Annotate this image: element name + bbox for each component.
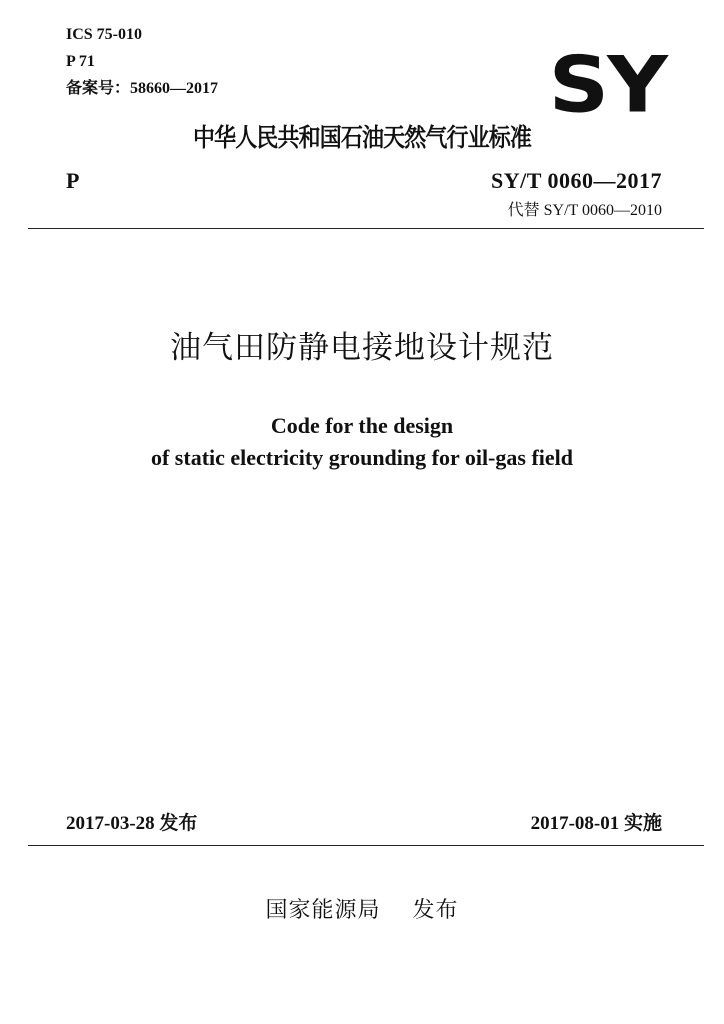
classification-letter: P xyxy=(66,168,80,193)
sy-logo: SY xyxy=(548,39,666,130)
publication-date: 2017-03-28 发布 xyxy=(66,813,198,834)
bottom-divider xyxy=(28,845,704,846)
top-divider xyxy=(28,228,704,229)
document-title-english-line2: of static electricity grounding for oil-gas field xyxy=(150,445,573,470)
category-code: P 71 xyxy=(66,53,95,70)
filing-number: 备案号：58660—2017 xyxy=(66,80,219,97)
effective-date: 2017-08-01 实施 xyxy=(530,813,662,834)
standard-number: SY/T 0060—2017 xyxy=(490,168,662,193)
document-title-english-line1: Code for the design xyxy=(270,413,454,438)
document-title-chinese: 油气田防静电接地设计规范 xyxy=(170,330,554,366)
ics-code: ICS 75-010 xyxy=(66,26,143,43)
replaces-standard: 代替 SY/T 0060—2010 xyxy=(507,202,662,219)
issuer-title: 中华人民共和国石油天然气行业标准 xyxy=(193,123,531,152)
publisher: 国家能源局 发布 xyxy=(265,898,459,923)
